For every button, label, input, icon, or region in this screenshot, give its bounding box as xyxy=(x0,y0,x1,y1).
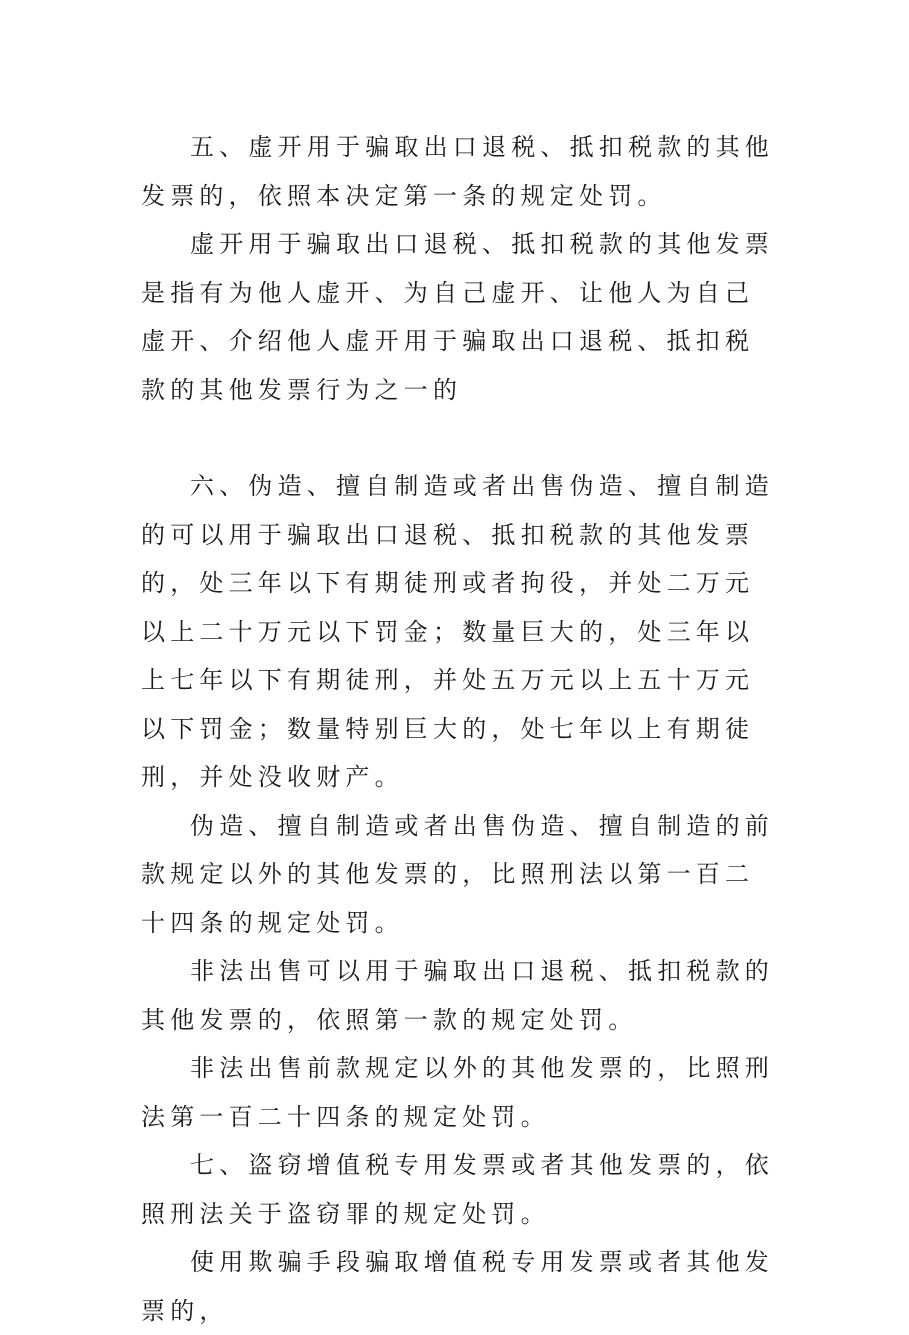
paragraph-article-6-illegal-sale: 非法出售可以用于骗取出口退税、抵扣税款的其他发票的，依照第一款的规定处罚。 xyxy=(141,957,774,1034)
paragraph-gap xyxy=(141,414,781,462)
paragraph-article-6-illegal-sale-other: 非法出售前款规定以外的其他发票的，比照刑法第一百二十四条的规定处罚。 xyxy=(141,1054,774,1131)
document-body xyxy=(141,123,781,1335)
paragraph-article-6: 六、伪造、擅自制造或者出售伪造、擅自制造的可以用于骗取出口退税、抵扣税款的其他发票的，处三年以下有期徒刑或者拘役，并处二万元以上二十万元以下罚金；数量巨大的，处三年以上七年以下有期徒刑，并处五万元以上五十万元以下罚金；数量特别巨大的，处七年以上有期徒刑，并处没收财产。 xyxy=(141,472,774,791)
paragraph-article-5-definition: 虚开用于骗取出口退税、抵扣税款的其他发票是指有为他人虚开、为自己虚开、让他人为自己虚开、介绍他人虚开用于骗取出口退税、抵扣税款的其他发票行为之一的 xyxy=(141,230,774,404)
paragraph-article-7-fraud: 使用欺骗手段骗取增值税专用发票或者其他发票的， xyxy=(141,1248,774,1325)
paragraph-article-7: 七、盗窃增值税专用发票或者其他发票的，依照刑法关于盗窃罪的规定处罚。 xyxy=(141,1151,774,1228)
paragraph-article-6-other-invoices: 伪造、擅自制造或者出售伪造、擅自制造的前款规定以外的其他发票的，比照刑法以第一百二十四条的规定处罚。 xyxy=(141,811,774,937)
paragraph-article-5: 五、虚开用于骗取出口退税、抵扣税款的其他发票的，依照本决定第一条的规定处罚。 xyxy=(141,133,774,210)
